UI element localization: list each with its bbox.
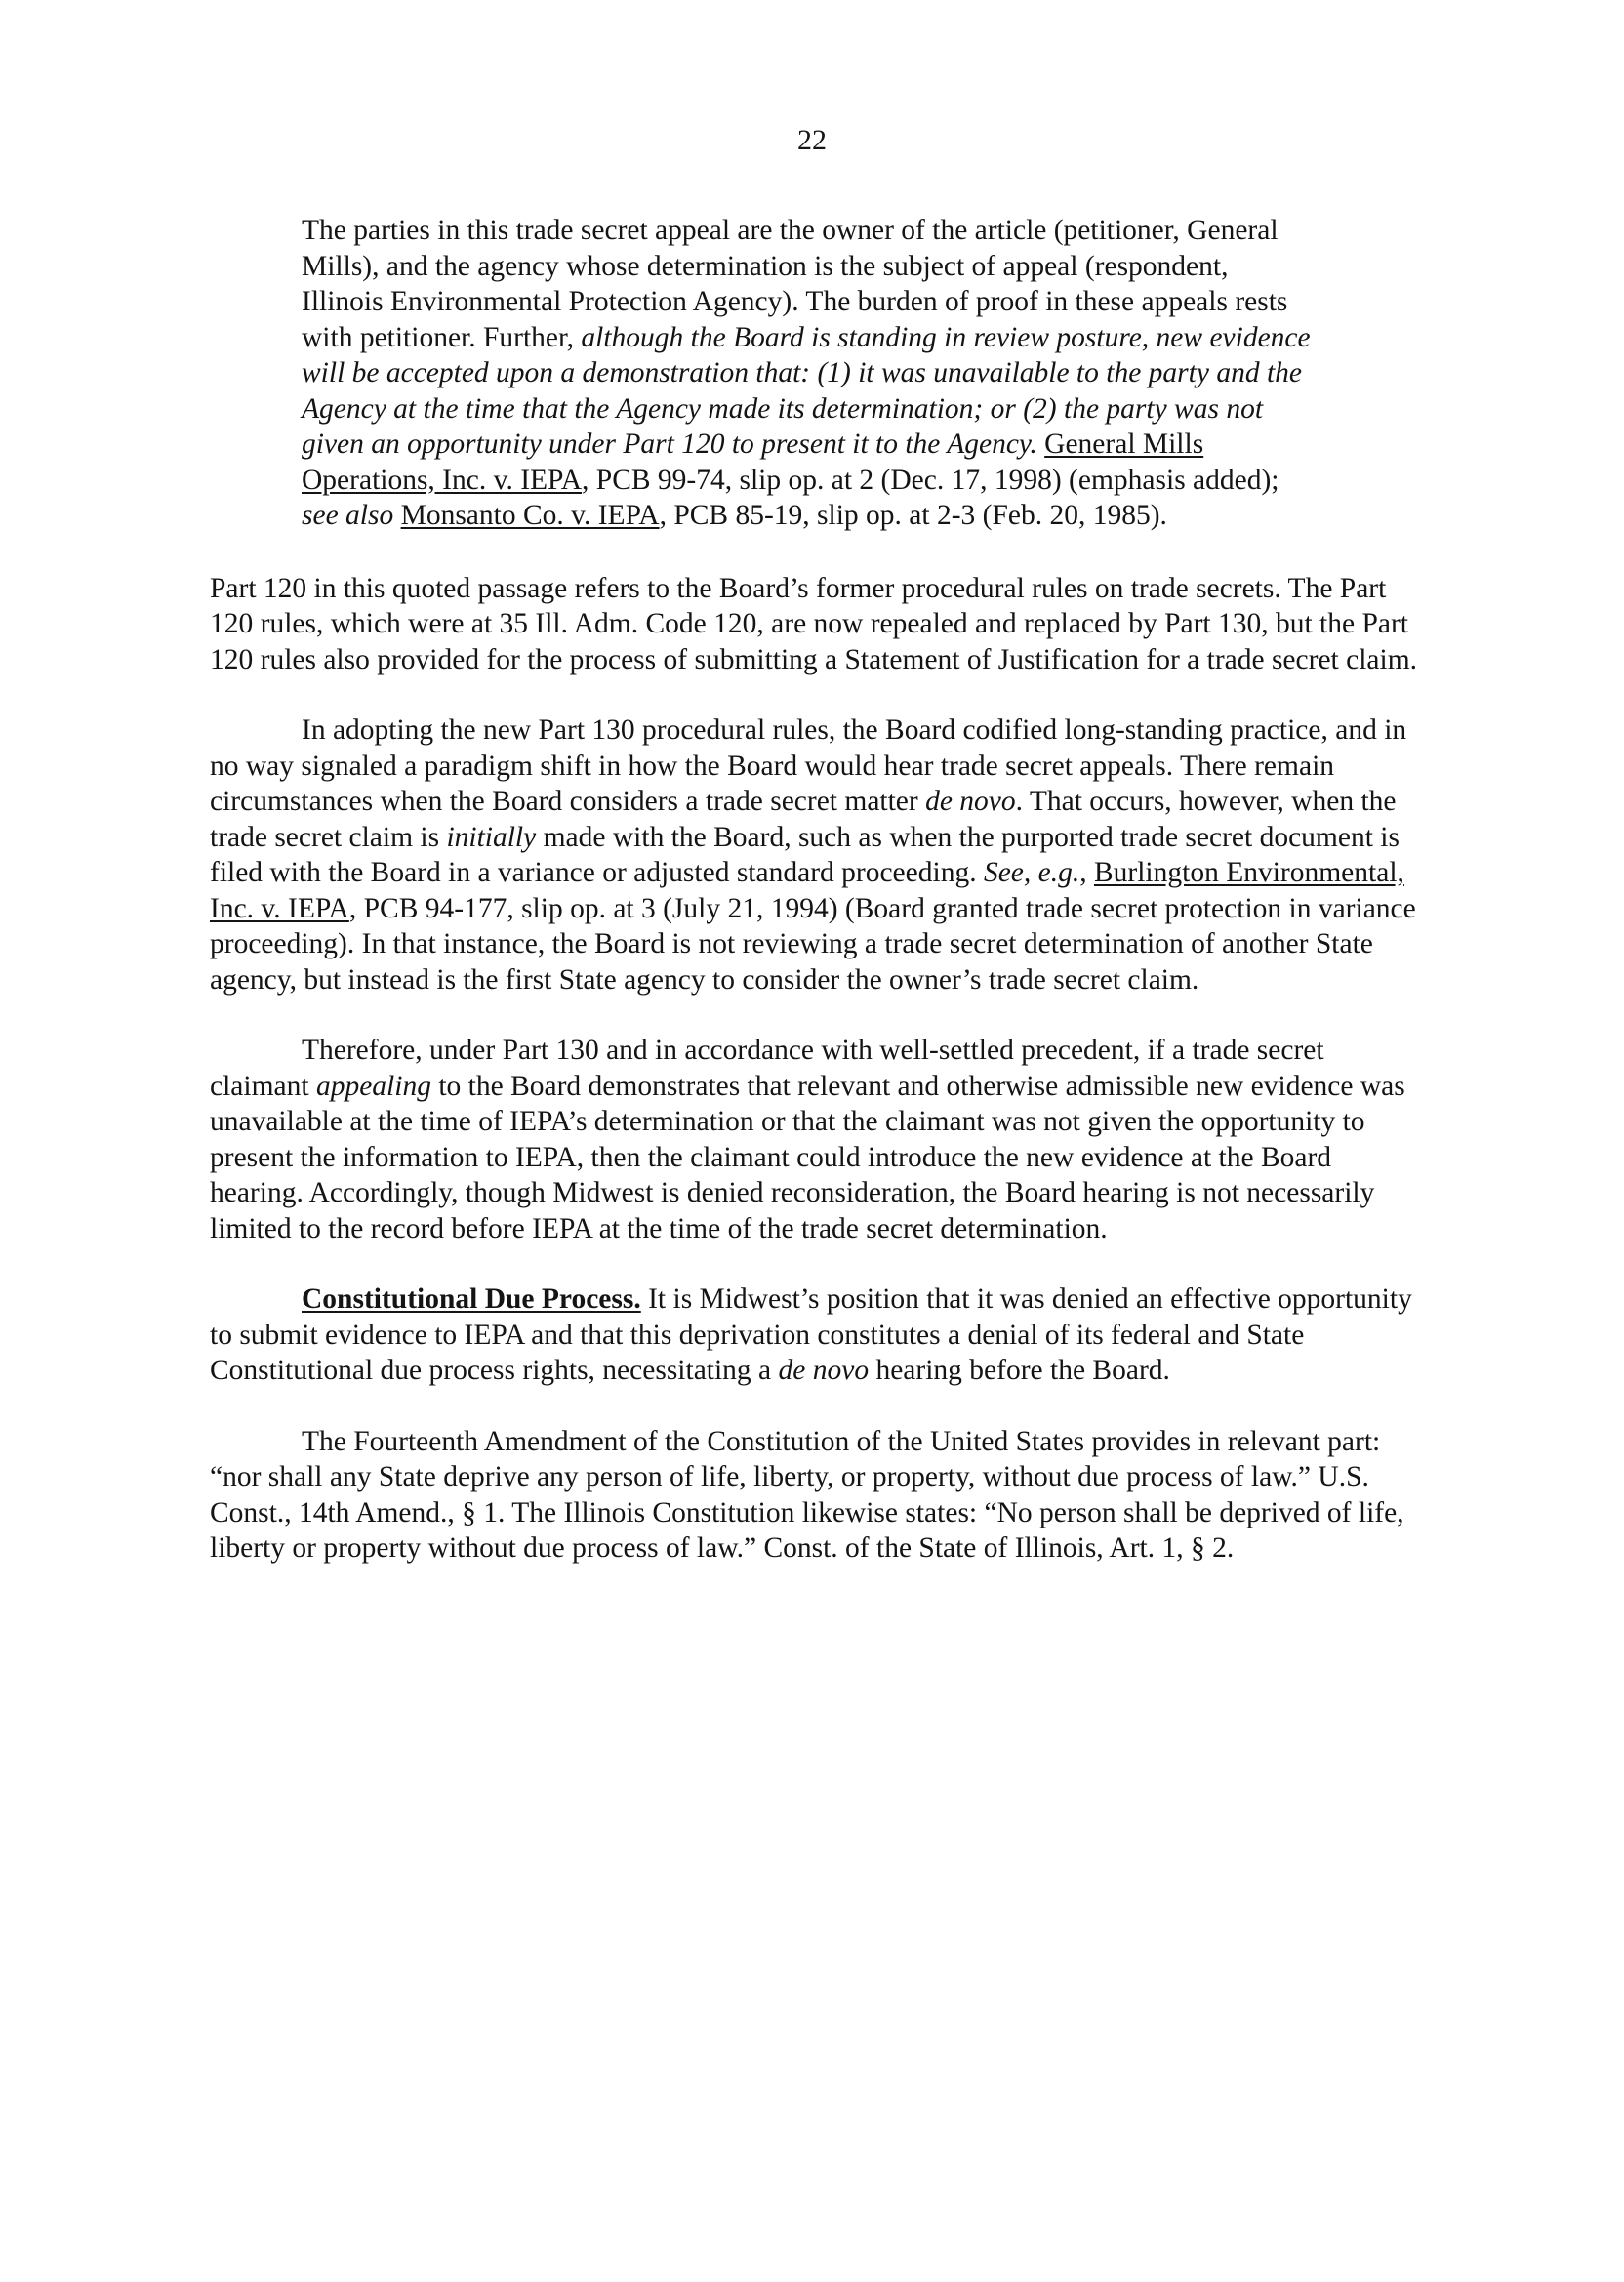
paragraph-text: In adopting the new Part 130 procedural rules, the Board codified long-standing practice, and in no way signaled a paradigm shift in how the Board would hear trade secret appeals. There remain circumstances when the Board considers a trade secret matter <box>210 714 1407 817</box>
paragraph-text: , <box>1079 857 1094 888</box>
paragraph-therefore <box>210 1033 1418 1246</box>
quote-text: The parties in this trade secret appeal are the owner of the article (petitioner, General Mills), and the agency whose determination is the subject of appeal (respondent, Illinois Environmental Protection Agency). The burden of proof in these appeals rests with petitioner. Further, <box>302 215 1288 353</box>
case-citation-general-mills: General Mills Operations, Inc. v. IEPA <box>302 428 1204 496</box>
case-citation-monsanto: Monsanto Co. v. IEPA <box>400 500 660 531</box>
block-quote <box>302 213 1317 534</box>
paragraph-part-120: Part 120 in this quoted passage refers to the Board’s former procedural rules on trade secrets. The Part 120 rules, which were at 35 Ill. Adm. Code 120, are now repealed and replaced by Part 130, but the Part 120 rules also provided for the process of submitting a Statement of Justification for a trade secret claim. <box>210 572 1418 675</box>
page-number: 22 <box>797 124 827 156</box>
quote-text: , PCB 85-19, slip op. at 2-3 (Feb. 20, 1985). <box>659 500 1167 531</box>
paragraph-text: Therefore, under Part 130 and in accordance with well-settled precedent, if a trade secret claimant <box>210 1035 1324 1102</box>
quote-emphasis: although the Board is standing in review posture, new evidence will be accepted upon a demonstration that: (1) it was unavailable to the party and the Agency at the time that the Agency made its determination; or (2) the party was not given an opportunity under Part 120 to present it to the Agency. <box>302 321 1311 460</box>
paragraph-emphasis: de novo <box>925 786 1016 817</box>
citation-signal: See, e.g. <box>983 857 1080 888</box>
paragraph-part-130 <box>210 713 1418 998</box>
paragraph-text: made with the Board, such as when the purported trade secret document is filed with the Board in a variance or adjusted standard proceeding. <box>210 821 1400 888</box>
paragraph-fourteenth-amendment: The Fourteenth Amendment of the Constitution of the United States provides in relevant part: “nor shall any State deprive any person of life, liberty, or property, without due process of law.” U.S. Const., 14th Amend., § 1. The Illinois Constitution likewise states: “No person shall be deprived of life, liberty or property without due process of law.” Const. of the State of Illinois, Art. 1, § 2. <box>210 1425 1404 1564</box>
paragraph-text: , PCB 94-177, slip op. at 3 (July 21, 1994) (Board granted trade secret protection in variance proceeding). In that instance, the Board is not reviewing a trade secret determination of another State agency, but instead is the first State agency to consider the owner’s trade secret claim. <box>210 892 1416 996</box>
paragraph-emphasis: appealing <box>315 1070 431 1102</box>
case-citation-burlington: Burlington Environmental, Inc. v. IEPA <box>210 857 1404 924</box>
paragraph-emphasis: initially <box>446 821 537 853</box>
paragraph-text: It is Midwest’s position that it was denied an effective opportunity to submit evidence to IEPA and that this deprivation constitutes a denial of its federal and State Constitutional due process rights, necessitating a <box>210 1284 1412 1386</box>
section-heading: Constitutional Due Process. <box>302 1284 641 1315</box>
quote-text <box>393 500 400 531</box>
paragraph-text: . That occurs, however, when the trade secret claim is <box>210 786 1397 853</box>
paragraph-due-process <box>210 1282 1418 1389</box>
paragraph-text: hearing before the Board. <box>869 1355 1170 1386</box>
document-body <box>210 213 1418 1567</box>
citation-signal: see also <box>302 500 394 531</box>
paragraph-text: to the Board demonstrates that relevant and otherwise admissible new evidence was unavailable at the time of IEPA’s determination or that the claimant was not given the opportunity to present the information to IEPA, then the claimant could introduce the new evidence at the Board hearing. Accordingly, though Midwest is denied reconsideration, the Board hearing is not necessarily limited to the record before IEPA at the time of the trade secret determination. <box>210 1070 1405 1244</box>
quote-text: , PCB 99-74, slip op. at 2 (Dec. 17, 1998) (emphasis added); <box>582 464 1279 496</box>
paragraph-emphasis: de novo <box>778 1355 870 1386</box>
